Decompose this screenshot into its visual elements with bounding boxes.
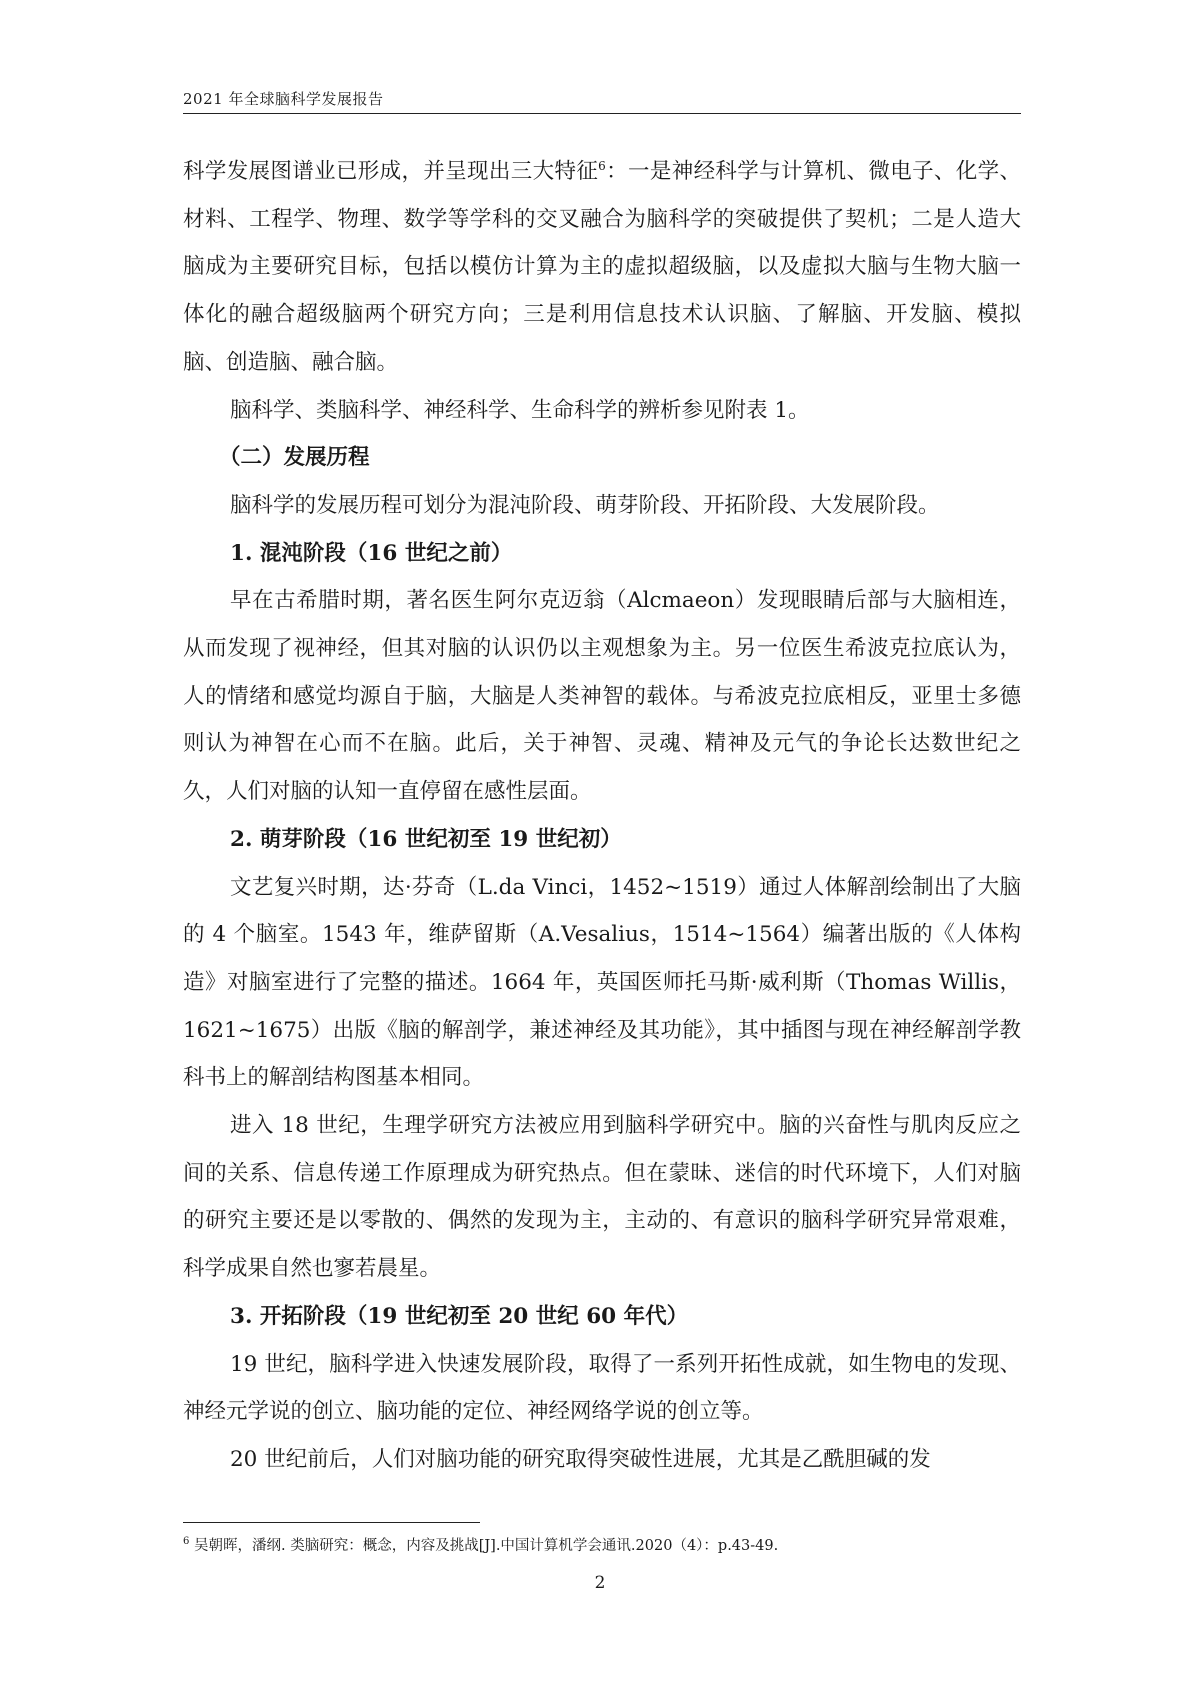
paragraph-18th-century: 进入 18 世纪，生理学研究方法被应用到脑科学研究中。脑的兴奋性与肌肉反应之间的关系、信息传递工作原理成为研究热点。但在蒙昧、迷信的时代环境下，人们对脑的研究主要还是以零散的、偶然的发现为主，主动的、有意识的脑科学研究异常艰难，科学成果自然也寥若晨星。 [183,1113,1021,1282]
page-header [183,85,1021,114]
paragraph-appendix-note: 脑科学、类脑科学、神经科学、生命科学的辨析参见附表 1。 [230,397,810,423]
paragraph-features-rest: ：一是神经科学与计算机、微电子、化学、材料、工程学、物理、数学等学科的交叉融合为脑科学的突破提供了契机；二是人造大脑成为主要研究目标，包括以模仿计算为主的虚拟超级脑，以及虚拟大脑与生物大脑一体化的融合超级脑两个研究方向；三是利用信息技术认识脑、了解脑、开发脑、模拟脑、创造脑、融合脑。 [183,159,1021,375]
paragraph-20th-century: 20 世纪前后，人们对脑功能的研究取得突破性进展，尤其是乙酰胆碱的发 [230,1446,931,1472]
paragraph-stages-overview: 脑科学的发展历程可划分为混沌阶段、萌芽阶段、开拓阶段、大发展阶段。 [230,492,940,518]
subheading-chaos-stage: 1. 混沌阶段（16 世纪之前） [230,540,513,566]
page-number: 2 [594,1573,606,1593]
paragraph-sprout-stage: 文艺复兴时期，达·芬奇（L.da Vinci，1452~1519）通过人体解剖绘制出了大脑的 4 个脑室。1543 年，维萨留斯（A.Vesalius，1514~1564）编著出版的《人体构造》对脑室进行了完整的描述。1664 年，英国医师托马斯·威利斯（Thomas Willis，1621~1675）出版《脑的解剖学，兼述神经及其功能》，其中插图与现在神经解剖学教科书上的解剖结构图基本相同。 [183,874,1021,1091]
footnote [183,1535,1021,1557]
header-title: 2021 年全球脑科学发展报告 [183,90,384,108]
paragraph-19th-century: 19 世纪，脑科学进入快速发展阶段，取得了一系列开拓性成就，如生物电的发现、神经元学说的创立、脑功能的定位、神经网络学说的创立等。 [183,1351,1021,1425]
subheading-sprout-stage: 2. 萌芽阶段（16 世纪初至 19 世纪初） [230,826,622,852]
paragraph-chaos-stage: 早在古希腊时期，著名医生阿尔克迈翁（Alcmaeon）发现眼睛后部与大脑相连，从而发现了视神经，但其对脑的认识仍以主观想象为主。另一位医生希波克拉底认为，人的情绪和感觉均源自于脑，大脑是人类神智的载体。与希波克拉底相反，亚里士多德则认为神智在心而不在脑。此后，关于神智、灵魂、精神及元气的争论长达数世纪之久，人们对脑的认知一直停留在感性层面。 [183,588,1021,805]
footnote-text: 吴朝晖，潘纲. 类脑研究：概念，内容及挑战[J].中国计算机学会通讯.2020（4）：p.43-49. [189,1538,779,1554]
paragraph-features [183,148,1021,387]
footnote-divider [183,1522,480,1523]
section-heading: （二）发展历程 [219,445,370,471]
footnote-number: 6 [183,1536,190,1548]
main-content [183,148,1021,1484]
subheading-pioneer-stage: 3. 开拓阶段（19 世纪初至 20 世纪 60 年代） [230,1303,689,1329]
paragraph-features-start: 科学发展图谱业已形成，并呈现出三大特征 [183,159,599,184]
footnote-ref[interactable]: 6 [598,158,606,173]
